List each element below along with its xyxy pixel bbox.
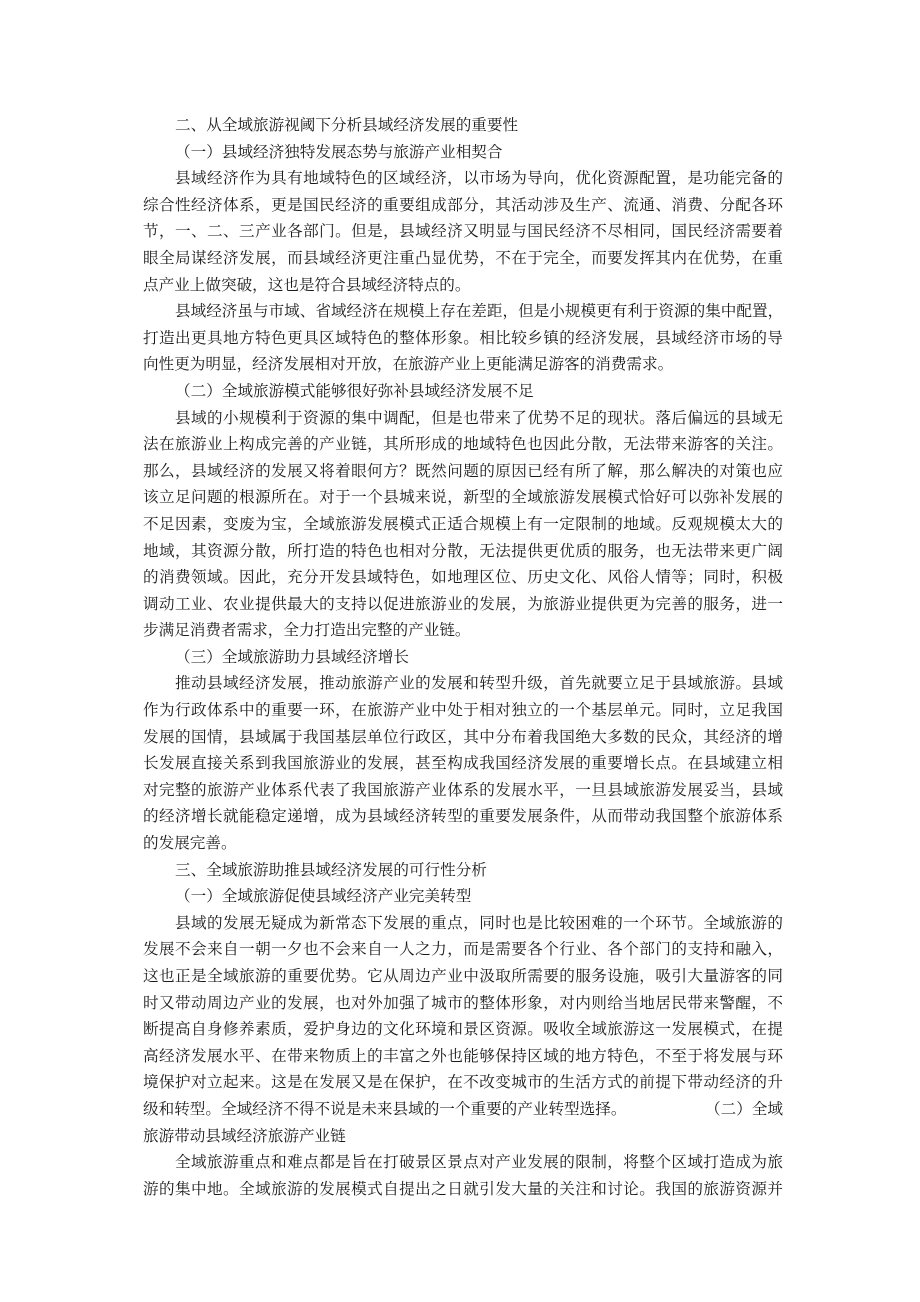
- subsection-heading: （三）全域旅游助力县域经济增长: [175, 647, 409, 666]
- paragraph-line: [143, 1096, 783, 1123]
- paragraph-line: 该立足问题的根源所在。对于一个县城来说，新型的全域旅游发展模式恰好可以弥补发展的: [143, 488, 783, 507]
- paragraph-line: 高经济发展水平、在带来物质上的丰富之外也能够保持区域的地方特色，不至于将发展与环: [143, 1046, 783, 1065]
- paragraph-line: 的消费领域。因此，充分开发县域特色，如地理区位、历史文化、风俗人情等；同时，积极: [143, 568, 783, 587]
- paragraph-line: 地域，其资源分散，所打造的特色也相对分散，无法提供更优质的服务，也无法带来更广阔: [143, 541, 783, 560]
- paragraph-line: 发展不会来自一朝一夕也不会来自一人之力，而是需要各个行业、各个部门的支持和融入，: [143, 940, 783, 959]
- section-heading: 三、全域旅游助推县域经济发展的可行性分析: [175, 860, 487, 879]
- paragraph-line: 那么，县域经济的发展又将着眼何方？既然问题的原因已经有所了解，那么解决的对策也应: [143, 461, 783, 480]
- paragraph-line: 打造出更具地方特色更具区域特色的整体形象。相比较乡镇的经济发展，县域经济市场的导: [143, 328, 783, 347]
- paragraph-line: 点产业上做突破，这也是符合县域经济特点的。: [143, 275, 471, 294]
- paragraph-line: 时又带动周边产业的发展，也对外加强了城市的整体形象，对内则给当地居民带来警醒，不: [143, 993, 783, 1012]
- paragraph-line: 县域的发展无疑成为新常态下发展的重点，同时也是比较困难的一个环节。全域旅游的: [175, 913, 783, 932]
- paragraph-line: 发展的国情，县域属于我国基层单位行政区，其中分布着我国绝大多数的民众，其经济的增: [143, 727, 783, 746]
- paragraph-line: 县域经济作为具有地域特色的区域经济，以市场为导向，优化资源配置，是功能完备的: [175, 169, 783, 188]
- paragraph-line: 全域旅游重点和难点都是旨在打破景区景点对产业发展的限制，将整个区域打造成为旅: [175, 1153, 783, 1172]
- paragraph-line: 县域的小规模利于资源的集中调配，但是也带来了优势不足的现状。落后偏远的县域无: [175, 408, 783, 427]
- paragraph-line-text: 级和转型。全域经济不得不说是未来县域的一个重要的产业转型选择。: [143, 1099, 627, 1118]
- paragraph-line: 作为行政体系中的重要一环，在旅游产业中处于相对独立的一个基层单元。同时，立足我国: [143, 701, 783, 720]
- paragraph-line: 断提高自身修养素质，爱护身边的文化环境和景区资源。吸收全域旅游这一发展模式，在提: [143, 1020, 783, 1039]
- paragraph-line: 推动县域经济发展，推动旅游产业的发展和转型升级，首先就要立足于县域旅游。县域: [175, 674, 783, 693]
- subsection-heading: （二）全域旅游模式能够很好弥补县域经济发展不足: [175, 381, 534, 400]
- paragraph-line: 步满足消费者需求，全力打造出完整的产业链。: [143, 621, 471, 640]
- paragraph-line: 对完整的旅游产业体系代表了我国旅游产业体系的发展水平，一旦县域旅游发展妥当，县域: [143, 780, 783, 799]
- subsection-heading-continued: 旅游带动县域经济旅游产业链: [143, 1126, 346, 1145]
- document-body: [143, 112, 783, 1202]
- paragraph-line: 不足因素，变废为宝，全域旅游发展模式正适合规模上有一定限制的地域。反观规模太大的: [143, 514, 783, 533]
- paragraph-line: 向性更为明显，经济发展相对开放，在旅游产业上更能满足游客的消费需求。: [143, 355, 674, 374]
- subsection-heading-inline: （二）全域: [705, 1099, 783, 1118]
- paragraph-line: 法在旅游业上构成完善的产业链，其所形成的地域特色也因此分散，无法带来游客的关注。: [143, 435, 783, 454]
- paragraph-line: 境保护对立起来。这是在发展又是在保护，在不改变城市的生活方式的前提下带动经济的升: [143, 1073, 783, 1092]
- subsection-heading: （一）全域旅游促使县域经济产业完美转型: [175, 887, 472, 906]
- paragraph-line: 调动工业、农业提供最大的支持以促进旅游业的发展，为旅游业提供更为完善的服务，进一: [143, 594, 783, 613]
- section-heading: 二、从全域旅游视阈下分析县域经济发展的重要性: [175, 116, 519, 134]
- paragraph-line: 这也正是全域旅游的重要优势。它从周边产业中汲取所需要的服务设施，吸引大量游客的同: [143, 967, 783, 985]
- paragraph-line: 长发展直接关系到我国旅游业的发展，甚至构成我国经济发展的重要增长点。在县域建立相: [143, 754, 783, 773]
- paragraph-line: 节，一、二、三产业各部门。但是，县域经济又明显与国民经济不尽相同，国民经济需要着: [143, 222, 783, 241]
- subsection-heading: （一）县域经济独特发展态势与旅游产业相契合: [175, 142, 503, 161]
- paragraph-line: 游的集中地。全域旅游的发展模式自提出之日就引发大量的关注和讨论。我国的旅游资源并: [143, 1179, 783, 1198]
- paragraph-line: 的经济增长就能稳定递增，成为县域经济转型的重要发展条件，从而带动我国整个旅游体系: [143, 807, 783, 826]
- paragraph-line: 眼全局谋经济发展，而县域经济更注重凸显优势，不在于完全，而要发挥其内在优势，在重: [143, 248, 783, 267]
- paragraph-line: 的发展完善。: [143, 834, 237, 853]
- paragraph-line: 县域经济虽与市域、省域经济在规模上存在差距，但是小规模更有利于资源的集中配置，: [175, 302, 784, 321]
- paragraph-line: 综合性经济体系，更是国民经济的重要组成部分，其活动涉及生产、流通、消费、分配各环: [143, 195, 783, 214]
